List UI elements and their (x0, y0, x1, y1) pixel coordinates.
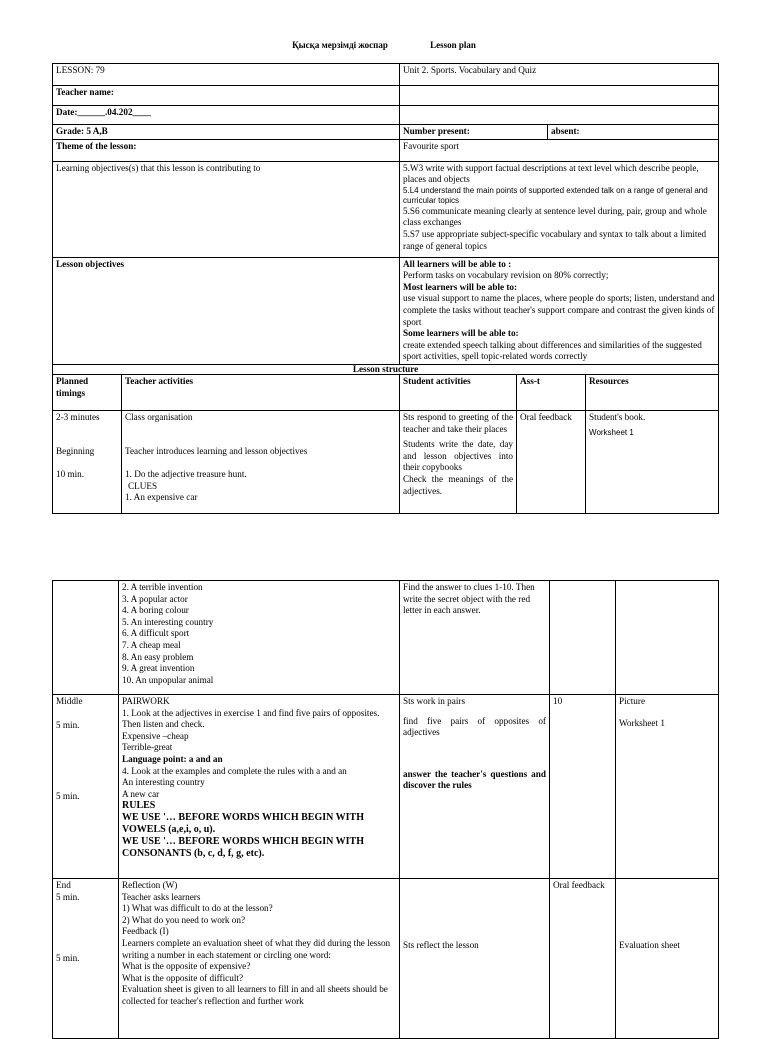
objective-item: 5.S6 communicate meaning clearly at sentence level during, pair, group and whole class exchanges (403, 205, 707, 228)
row-date (53, 106, 719, 125)
clues-resources (616, 581, 719, 695)
some-learners-heading: Some learners will be able to: (403, 328, 519, 339)
objective-item: 5.S7 use appropriate subject-specific vocabulary and syntax to talk about a limited range of general topics (403, 228, 707, 251)
row-lesson (53, 64, 719, 86)
col-teacher: Teacher activities (122, 374, 400, 410)
end-resources: Evaluation sheet (616, 879, 719, 1039)
row-clues (53, 581, 719, 695)
row-theme (53, 139, 719, 161)
row-lesson-objectives (53, 257, 719, 364)
row-grade (53, 125, 719, 140)
date-label: Date:______.04.202____ (53, 106, 400, 125)
end-assessment: Oral feedback (550, 879, 616, 1039)
learning-objectives-label: Learning objectives(s) that this lesson is contributing to (53, 161, 400, 257)
beginning-student: Sts respond to greeting of the teacher and take their places Students write the date, day and lesson objectives into their copybooks Check the meanings of the adjectives. (400, 410, 517, 513)
row-structure (53, 364, 719, 374)
beginning-assessment: Oral feedback (517, 410, 586, 513)
beginning-timings: 2-3 minutes Beginning 10 min. (53, 410, 122, 513)
document-header (0, 40, 768, 50)
beginning-teacher: Class organisation Teacher introduces learning and lesson objectives 1. Do the adjective treasure hunt. CLUES 1. An expensive car (122, 410, 400, 513)
row-learning-objectives (53, 161, 719, 257)
middle-student: Sts work in pairs find five pairs of opposites of adjectives answer the teacher's questions and discover the rules (400, 695, 550, 879)
clue-item: 6. A difficult sport (122, 628, 190, 639)
row-end (53, 879, 719, 1039)
grade-label: Grade: 5 A,B (53, 125, 400, 140)
clue-item: 3. A popular actor (122, 593, 188, 604)
date-value (400, 106, 719, 125)
objective-item: 5.L4 understand the main points of supported extended talk on a range of general and curricular topics (403, 185, 708, 205)
clue-item: 4. A boring colour (122, 605, 189, 616)
lesson-structure-heading: Lesson structure (53, 364, 719, 374)
clues-timing (53, 581, 119, 695)
clues-student: Find the answer to clues 1-10. Then write the secret object with the red letter in each answer. (400, 581, 550, 695)
end-student: Sts reflect the lesson (400, 879, 550, 1039)
col-resources: Resources (586, 374, 719, 410)
clue-item: 7. A cheap meal (122, 639, 181, 650)
clues-list (119, 581, 400, 695)
lesson-number: LESSON: 79 (53, 64, 400, 86)
lesson-objectives-label: Lesson objectives (53, 257, 400, 364)
col-student: Student activities (400, 374, 517, 410)
end-teacher: Reflection (W) Teacher asks learners 1) What was difficult to do at the lesson? 2) What do you need to work on? Feedback (I) Learners complete an evaluation sheet of what they did during the lesson writing a number in each statement or circling one word: What is the opposite of expensive? What is the opposite of difficult? Evaluation sheet is given to all learners to fill in and all sheets should be collected for teacher's reflection and further work (119, 879, 400, 1039)
beginning-resources: Student's book. Worksheet 1 (586, 410, 719, 513)
clues-assessment (550, 581, 616, 695)
col-ass: Ass-t (517, 374, 586, 410)
objective-item: 5.W3 write with support factual descriptions at text level which describe people, places and objects (403, 162, 699, 185)
most-learners-text: use visual support to name the places, where people do sports; listen, understand and complete the tasks without teacher's support compare and contrast the given kinds of sport (403, 293, 715, 327)
row-column-headers (53, 374, 719, 410)
clue-item: 8. An easy problem (122, 651, 194, 662)
row-middle (53, 695, 719, 879)
theme-value: Favourite sport (400, 139, 719, 161)
lesson-activities-table (52, 580, 719, 1039)
unit-title: Unit 2. Sports. Vocabulary and Quiz (400, 64, 719, 86)
clue-item: 9. A great invention (122, 663, 195, 674)
clue-item: 10. An unpopular animal (122, 674, 214, 685)
middle-teacher: PAIRWORK 1. Look at the adjectives in exercise 1 and find five pairs of opposites. Then listen and check. Expensive –cheap Terrible-great Language point: a and an 4. Look at the examples and complete the rules with a and an An interesting country A new car RULES WE USE '… BEFORE WORDS WHICH BEGIN WITH VOWELS (a,e,i, o, u). WE USE '… BEFORE WORDS WHICH BEGIN WITH CONSONANTS (b, c, d, f, g, etc). (119, 695, 400, 879)
middle-resources: Picture Worksheet 1 (616, 695, 719, 879)
col-timings: Planned timings (53, 374, 122, 410)
clue-item: 2. A terrible invention (122, 582, 203, 592)
clue-item: 5. An interesting country (122, 616, 214, 627)
theme-label: Theme of the lesson: (53, 139, 400, 161)
most-learners-heading: Most learners will be able to: (403, 281, 518, 292)
learning-objectives-list (400, 161, 719, 257)
teacher-name-label: Teacher name: (53, 86, 400, 106)
teacher-name-value (400, 86, 719, 106)
number-present-label: Number present: (400, 125, 548, 140)
title-english: Lesson plan (430, 40, 476, 50)
lesson-objectives-body (400, 257, 719, 364)
end-timings: End 5 min. 5 min. (53, 879, 119, 1039)
row-teacher (53, 86, 719, 106)
absent-label: absent: (548, 125, 719, 140)
some-learners-text: create extended speech talking about differences and similarities of the suggested sport activities, spell topic-related words correctly (403, 339, 702, 362)
all-learners-heading: All learners will be able to : (403, 258, 512, 269)
all-learners-text: Perform tasks on vocabulary revision on 80% correctly; (403, 270, 609, 281)
lesson-info-table (52, 63, 719, 514)
middle-timings: Middle 5 min. 5 min. (53, 695, 119, 879)
title-kazakh: Қысқа мерзімді жоспар (292, 40, 388, 50)
row-beginning (53, 410, 719, 513)
middle-assessment: 10 (550, 695, 616, 879)
